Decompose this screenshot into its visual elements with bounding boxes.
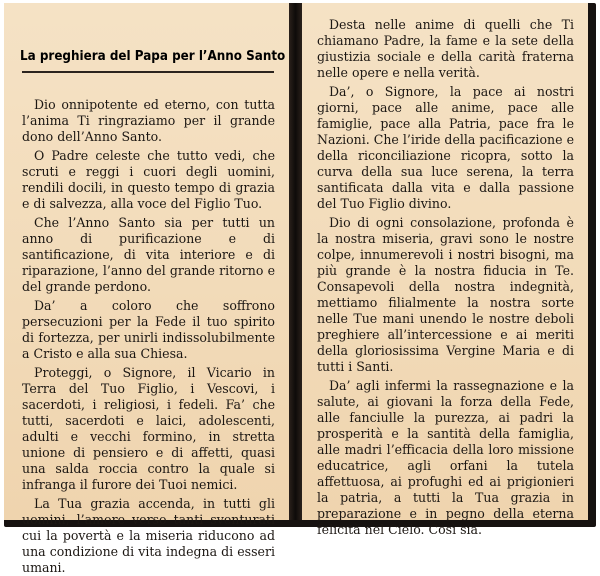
page-title: La preghiera del Papa per l’Anno Santo	[20, 49, 286, 64]
title-underline	[22, 71, 274, 73]
right-page-text	[317, 17, 574, 538]
paragraph: Da’, o Signore, la pace ai nostri giorni, pace alle anime, pace alle famiglie, pace alla Patria, pace fra le Nazioni. Che l’iride della pacificazione e della riconciliazione ricopra, sotto la curva della sua luce serena, la terra santificata dalla vita e dalla passione del Tuo Figlio divino.	[317, 84, 574, 211]
card-fold	[289, 3, 302, 520]
paragraph: Da’ agli infermi la rassegnazione e la salute, ai giovani la forza della Fede, alle fanciulle la purezza, ai padri la prosperità e la santità della famiglia, alle madri l’efficacia della loro missione educatrice, agli orfani la tutela affettuosa, ai profughi ed ai prigionieri la patria, a tutti la Tua grazia in preparazione e in pegno della eterna felicità nel Cielo. Così sia.	[317, 378, 574, 537]
paragraph: O Padre celeste che tutto vedi, che scruti e reggi i cuori degli uomini, rendili docili, in questo tempo di grazia e di salvezza, alla voce del Figlio Tuo.	[22, 148, 275, 211]
left-page-text	[22, 97, 275, 576]
paragraph: Desta nelle anime di quelli che Ti chiamano Padre, la fame e la sete della giustizia sociale e della carità fraterna nelle opere e nella verità.	[317, 17, 574, 80]
right-page	[302, 3, 588, 537]
paragraph: Dio di ogni consolazione, profonda è la nostra miseria, gravi sono le nostre colpe, innumerevoli i nostri bisogni, ma più grande è la nostra fiducia in Te. Consapevoli della nostra indegnità, mettiamo filialmente la nostra sorte nelle Tue mani unendo le nostre deboli preghiere all’intercessione e ai meriti della gloriosissima Vergine Maria e di tutti i Santi.	[317, 215, 574, 374]
paragraph: La Tua grazia accenda, in tutti gli uomini, l’amore verso tanti sventurati cui la povertà e la miseria riducono ad una condizione di vita indegna di esseri umani.	[22, 496, 275, 575]
paragraph: Proteggi, o Signore, il Vicario in Terra del Tuo Figlio, i Vescovi, i sacerdoti, i religiosi, i fedeli. Fa’ che tutti, sacerdoti e laici, adolescenti, adulti e vecchi formino, in stretta unione di pensiero e di affetti, quasi una salda roccia contro la quale si infranga il furore dei Tuoi nemici.	[22, 365, 275, 492]
paragraph: Dio onnipotente ed eterno, con tutta l’anima Ti ringraziamo per il grande dono dell’Anno Santo.	[22, 97, 275, 144]
paragraph: Che l’Anno Santo sia per tutti un anno di purificazione e di santificazione, di vita interiore e di riparazione, l’anno del grande ritorno e del grande perdono.	[22, 215, 275, 294]
paragraph: Da’ a coloro che soffrono persecuzioni per la Fede il tuo spirito di fortezza, per unirli indissolubilmente a Cristo e alla sua Chiesa.	[22, 298, 275, 361]
left-page	[4, 3, 289, 575]
